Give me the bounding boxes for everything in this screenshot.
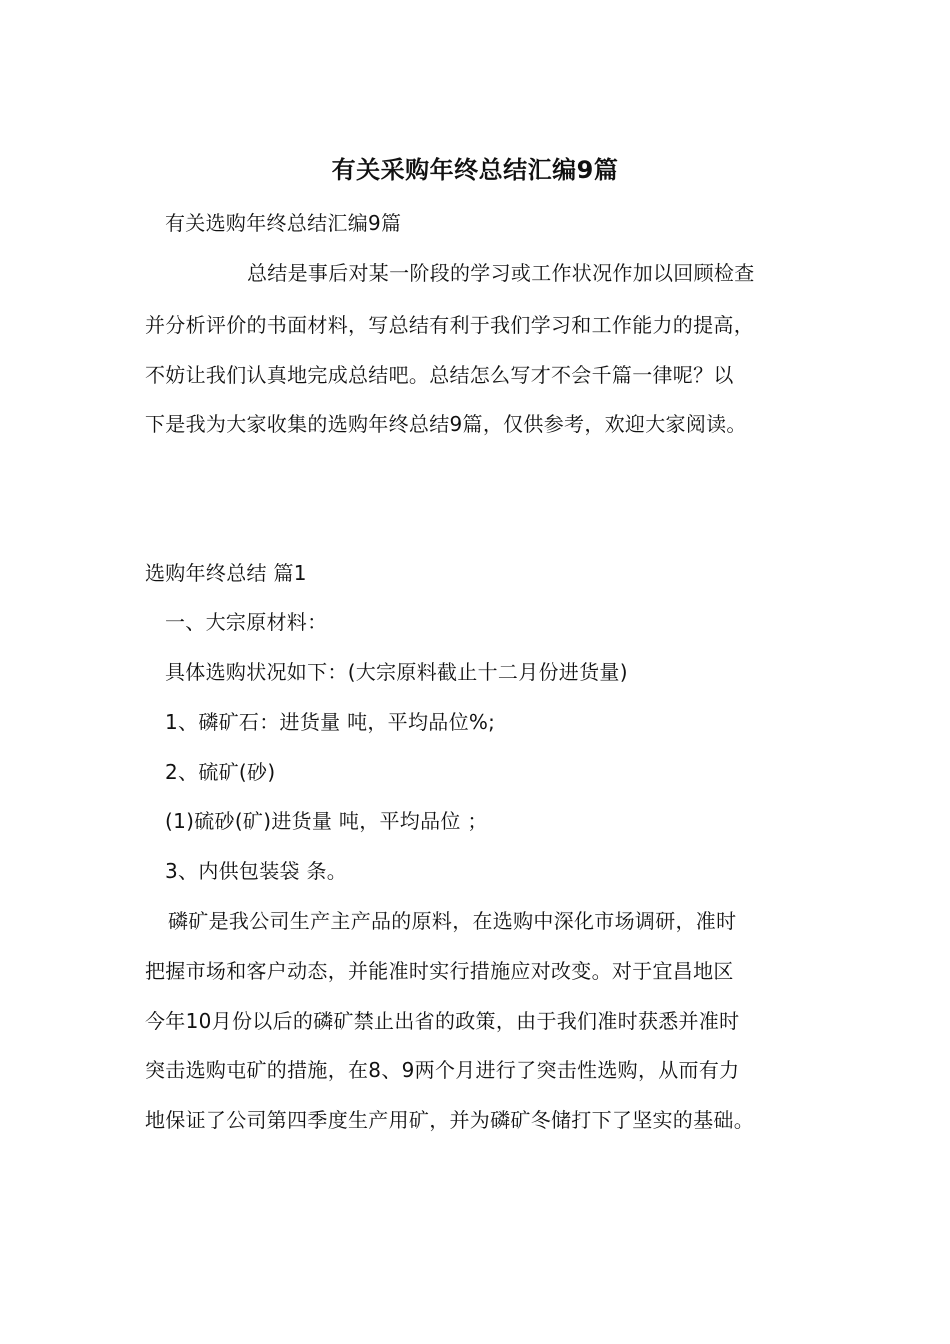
body-line: 地保证了公司第四季度生产用矿，并为磷矿冬储打下了坚实的基础。 [145, 1108, 754, 1132]
list-item: 3、内供包装袋 条。 [165, 859, 348, 883]
intro-line: 下是我为大家收集的选购年终总结9篇，仅供参考，欢迎大家阅读。 [145, 412, 747, 436]
intro-line: 总结是事后对某一阶段的学习或工作状况作加以回顾检查 [247, 261, 755, 285]
document-subtitle: 有关选购年终总结汇编9篇 [165, 211, 402, 235]
body-line: 把握市场和客户动态，并能准时实行措施应对改变。对于宜昌地区 [145, 959, 734, 983]
list-item: (1)硫砂(矿)进货量 吨，平均品位 ； [165, 809, 488, 833]
list-item: 一、大宗原材料： [165, 610, 328, 634]
intro-line: 不妨让我们认真地完成总结吧。总结怎么写才不会千篇一律呢？以 [145, 363, 734, 387]
list-item: 2、硫矿(砂) [165, 760, 276, 784]
list-item: 具体选购状况如下：(大宗原料截止十二月份进货量) [165, 660, 628, 684]
section-heading: 选购年终总结 篇1 [145, 561, 307, 585]
intro-line: 并分析评价的书面材料，写总结有利于我们学习和工作能力的提高， [145, 313, 754, 337]
body-line: 突击选购屯矿的措施，在8、9两个月进行了突击性选购，从而有力 [145, 1058, 740, 1082]
body-line: 磷矿是我公司生产主产品的原料，在选购中深化市场调研，准时 [168, 909, 737, 933]
document-title: 有关采购年终总结汇编9篇 [331, 156, 619, 184]
list-item: 1、磷矿石：进货量 吨，平均品位%; [165, 710, 496, 734]
body-line: 今年10月份以后的磷矿禁止出省的政策，由于我们准时获悉并准时 [145, 1009, 740, 1033]
